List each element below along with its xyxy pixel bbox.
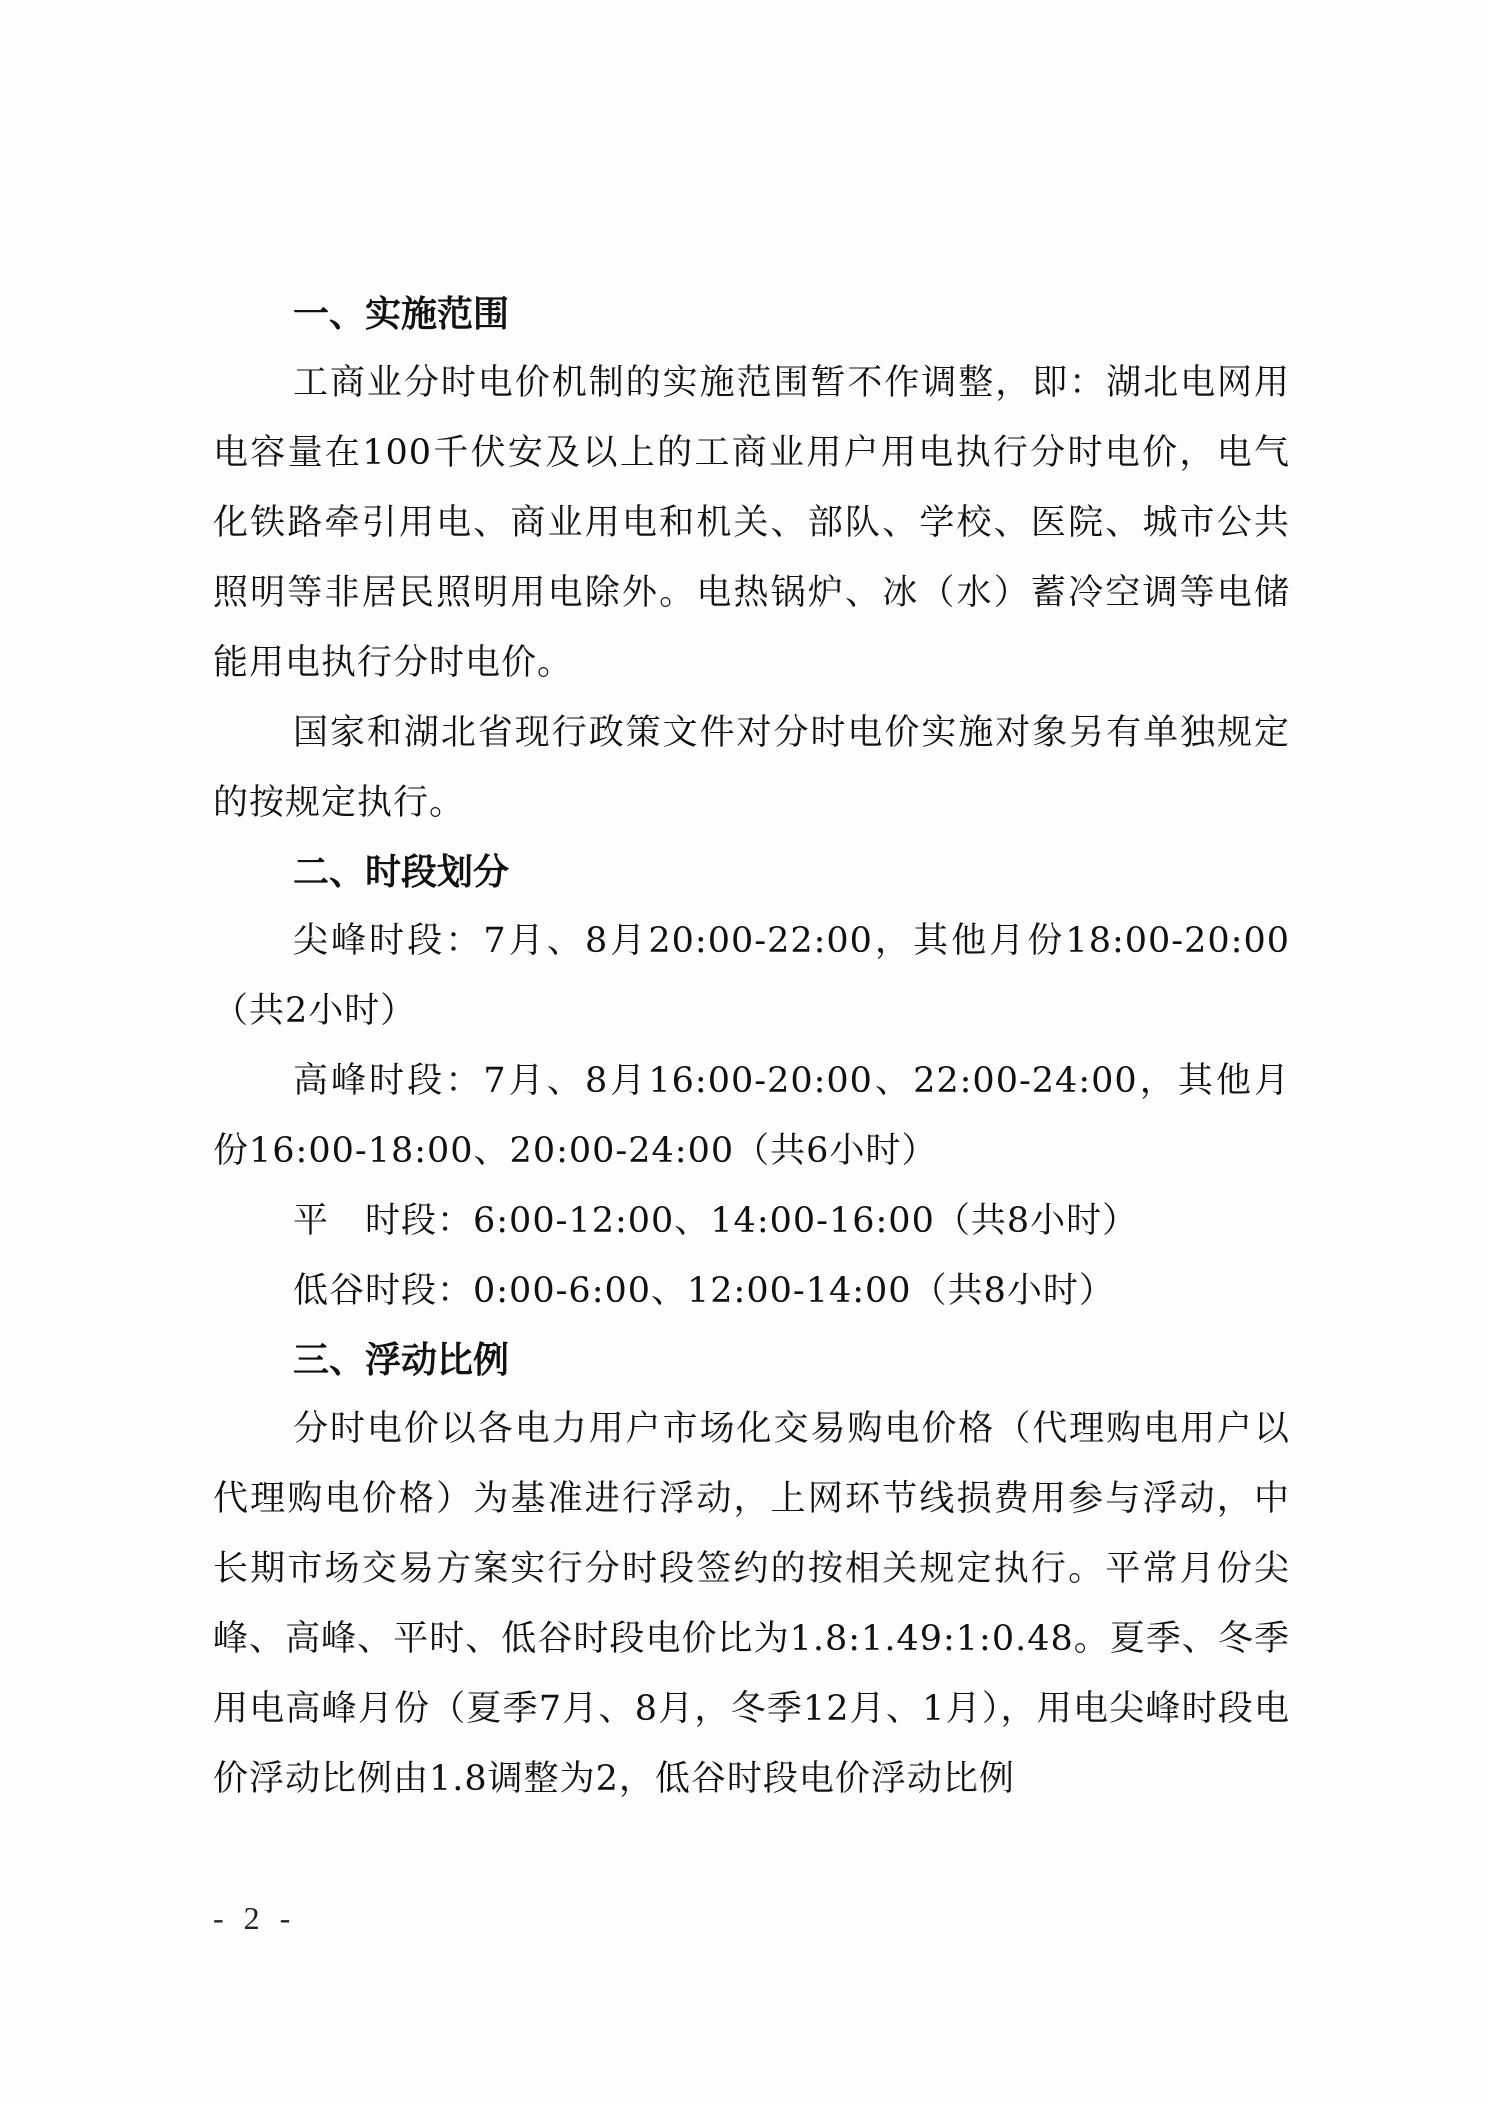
section-heading-ratio: 三、浮动比例	[293, 1339, 510, 1381]
line-valley-period: 低谷时段：0:00-6:00、12:00-14:00（共8小时）	[293, 1271, 1115, 1311]
line-flat-period: 平 时段：6:00-12:00、14:00-16:00（共8小时）	[293, 1201, 1139, 1241]
paragraph-scope-special: 国家和湖北省现行政策文件对分时电价实施对象另有单独规定的按规定执行。	[213, 713, 1290, 823]
paragraph-high-period: 高峰时段：7月、8月16:00-20:00、22:00-24:00，其他月份16:00-18:00、20:00-24:00（共6小时）	[213, 1061, 1290, 1171]
paragraph-peak-period: 尖峰时段：7月、8月20:00-22:00，其他月份18:00-20:00（共2小时）	[213, 921, 1290, 1031]
paragraph-scope-main: 工商业分时电价机制的实施范围暂不作调整，即：湖北电网用电容量在100千伏安及以上的工商业用户用电执行分时电价，电气化铁路牵引用电、商业用电和机关、部队、学校、医院、城市公共照明等非居民照明用电除外。电热锅炉、冰（水）蓄冷空调等电储能用电执行分时电价。	[213, 363, 1290, 683]
section-heading-scope: 一、实施范围	[293, 293, 510, 335]
paragraph-ratio: 分时电价以各电力用户市场化交易购电价格（代理购电用户以代理购电价格）为基准进行浮动，上网环节线损费用参与浮动，中长期市场交易方案实行分时段签约的按相关规定执行。平常月份尖峰、高峰、平时、低谷时段电价比为1.8:1.49:1:0.48。夏季、冬季用电高峰月份（夏季7月、8月，冬季12月、1月），用电尖峰时段电价浮动比例由1.8调整为2，低谷时段电价浮动比例	[213, 1409, 1290, 1799]
page-number: - 2 -	[213, 1900, 297, 1936]
section-heading-periods: 二、时段划分	[293, 851, 510, 893]
document-body	[213, 280, 1290, 1814]
